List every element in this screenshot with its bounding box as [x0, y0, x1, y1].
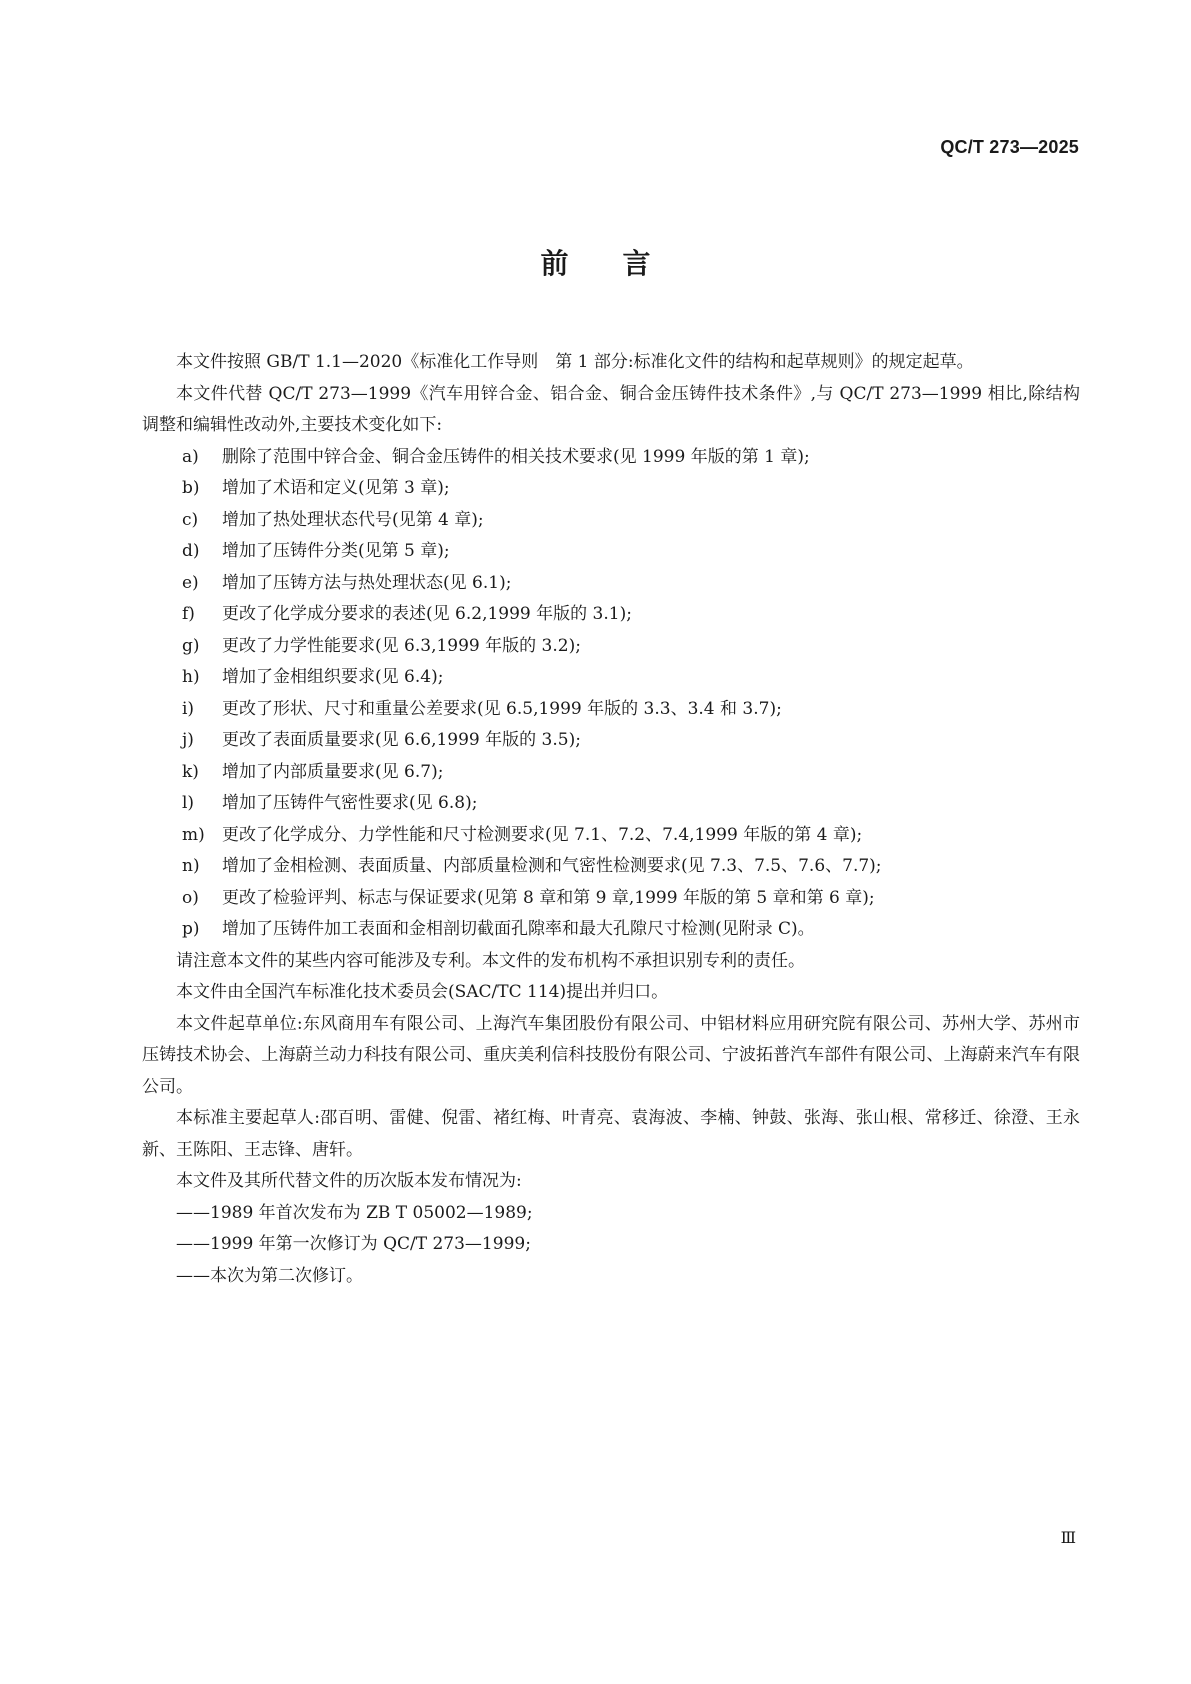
list-item-text: 更改了化学成分、力学性能和尺寸检测要求(见 7.1、7.2、7.4,1999 年版的第 4 章);: [222, 824, 863, 845]
list-item: [142, 536, 1080, 568]
list-item-label: f): [182, 604, 195, 624]
list-item-label: o): [182, 887, 199, 908]
list-item: [142, 694, 1080, 726]
list-item: [142, 473, 1080, 505]
list-item-label: b): [182, 478, 200, 498]
paragraph-drafting-units: 本文件起草单位:东风商用车有限公司、上海汽车集团股份有限公司、中铝材料应用研究院有限公司、苏州大学、苏州市压铸技术协会、上海蔚兰动力科技有限公司、重庆美利信科技股份有限公司、宁波拓普汽车部件有限公司、上海蔚来汽车有限公司。: [142, 1013, 1080, 1097]
history-item: ——1989 年首次发布为 ZB T 05002—1989;: [176, 1202, 533, 1223]
list-item-label: m): [182, 824, 205, 845]
list-item-text: 增加了压铸方法与热处理状态(见 6.1);: [222, 572, 512, 593]
list-item: [142, 851, 1080, 883]
list-item-label: g): [182, 635, 200, 656]
list-item-label: p): [182, 919, 200, 939]
list-item-text: 更改了表面质量要求(见 6.6,1999 年版的 3.5);: [222, 730, 581, 750]
technical-changes-list: [142, 442, 1080, 946]
list-item: [142, 568, 1080, 600]
history-item: ——本次为第二次修订。: [176, 1265, 363, 1286]
page-number: Ⅲ: [1060, 1528, 1076, 1547]
list-item: [142, 788, 1080, 820]
list-item: [142, 883, 1080, 915]
list-item-text: 更改了化学成分要求的表述(见 6.2,1999 年版的 3.1);: [222, 604, 632, 624]
list-item-text: 增加了内部质量要求(见 6.7);: [222, 761, 444, 782]
list-item: [142, 725, 1080, 757]
list-item: [142, 505, 1080, 537]
paragraph-patent-notice: 请注意本文件的某些内容可能涉及专利。本文件的发布机构不承担识别专利的责任。: [176, 950, 805, 971]
paragraph-replacement: 本文件代替 QC/T 273—1999《汽车用锌合金、铝合金、铜合金压铸件技术条件》,与 QC/T 273—1999 相比,除结构调整和编辑性改动外,主要技术变化如下:: [142, 383, 1080, 435]
paragraph-drafters: 本标准主要起草人:邵百明、雷健、倪雷、褚红梅、叶青亮、袁海波、李楠、钟鼓、张海、张山根、常移迁、徐澄、王永新、王陈阳、王志锋、唐轩。: [142, 1108, 1080, 1160]
list-item-label: j): [182, 730, 194, 750]
page-title: 前言: [540, 247, 705, 280]
list-item-text: 增加了压铸件分类(见第 5 章);: [222, 541, 450, 561]
list-item-label: k): [182, 761, 199, 782]
list-item: [142, 757, 1080, 789]
history-item: ——1999 年第一次修订为 QC/T 273—1999;: [176, 1234, 531, 1254]
list-item-label: n): [182, 856, 200, 876]
list-item: [142, 914, 1080, 946]
list-item-label: a): [182, 446, 199, 467]
list-item: [142, 631, 1080, 663]
list-item-text: 增加了金相检测、表面质量、内部质量检测和气密性检测要求(见 7.3、7.5、7.6、7.7);: [222, 856, 882, 876]
list-item: [142, 820, 1080, 852]
list-item-text: 增加了热处理状态代号(见第 4 章);: [222, 509, 484, 530]
version-history-list: [142, 1198, 1080, 1293]
paragraph-history-intro: 本文件及其所代替文件的历次版本发布情况为:: [176, 1171, 522, 1191]
list-item-text: 更改了检验评判、标志与保证要求(见第 8 章和第 9 章,1999 年版的第 5 章和第 6 章);: [222, 887, 875, 908]
list-item-text: 更改了形状、尺寸和重量公差要求(见 6.5,1999 年版的 3.3、3.4 和 3.7);: [222, 698, 782, 719]
list-item-label: d): [182, 541, 200, 561]
list-item: [142, 662, 1080, 694]
list-item-text: 增加了金相组织要求(见 6.4);: [222, 667, 444, 687]
list-item-text: 增加了压铸件气密性要求(见 6.8);: [222, 793, 478, 813]
list-item-text: 更改了力学性能要求(见 6.3,1999 年版的 3.2);: [222, 635, 581, 656]
list-item-label: c): [182, 509, 199, 530]
list-item-text: 增加了压铸件加工表面和金相剖切截面孔隙率和最大孔隙尺寸检测(见附录 C)。: [222, 919, 815, 939]
paragraph-proposer: 本文件由全国汽车标准化技术委员会(SAC/TC 114)提出并归口。: [176, 982, 669, 1002]
list-item-text: 增加了术语和定义(见第 3 章);: [222, 478, 450, 498]
list-item-label: e): [182, 572, 199, 593]
list-item-label: i): [182, 698, 195, 719]
foreword-body: [142, 347, 1080, 1292]
list-item-text: 删除了范围中锌合金、铜合金压铸件的相关技术要求(见 1999 年版的第 1 章);: [222, 446, 810, 467]
list-item-label: h): [182, 667, 200, 687]
list-item: [142, 599, 1080, 631]
document-code: QC/T 273—2025: [940, 137, 1079, 157]
list-item: [142, 442, 1080, 474]
list-item-label: l): [182, 793, 195, 813]
paragraph-drafting-basis: 本文件按照 GB/T 1.1—2020《标准化工作导则 第 1 部分:标准化文件的结构和起草规则》的规定起草。: [176, 352, 974, 372]
